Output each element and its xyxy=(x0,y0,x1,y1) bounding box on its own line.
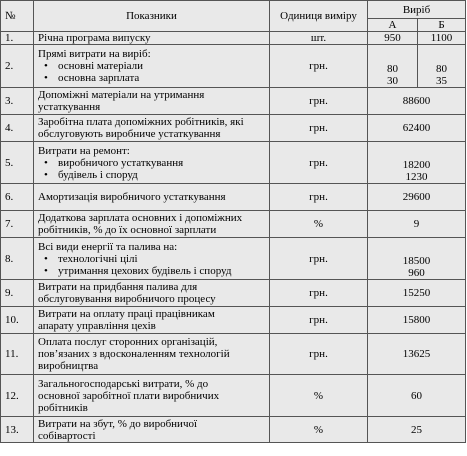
indicator-text: Оплата послуг сторонних організацій, xyxy=(38,336,218,348)
row-number: 7. xyxy=(1,211,34,238)
row-number: 4. xyxy=(1,115,34,142)
unit-cell: % xyxy=(270,417,368,443)
indicator-cell xyxy=(34,280,270,307)
bullet-icon: • xyxy=(44,168,48,181)
unit-cell: грн. xyxy=(270,45,368,88)
value-cell: 88600 xyxy=(368,88,466,115)
bullet-text: утримання цехових будівель і споруд xyxy=(58,264,232,277)
table-row xyxy=(1,375,466,417)
value-cell xyxy=(368,238,466,280)
indicator-cell xyxy=(34,211,270,238)
indicator-text: Річна програма випуску xyxy=(38,32,151,44)
row-number: 9. xyxy=(1,280,34,307)
indicator-text: Прямі витрати на виріб: xyxy=(38,48,151,60)
bullet-icon: • xyxy=(44,156,48,169)
indicator-text: Витрати на оплату праці працівникам xyxy=(38,308,215,320)
indicator-bullet-item xyxy=(38,157,265,169)
indicator-text: Витрати на придбання палива для xyxy=(38,281,198,293)
indicator-bullet-item xyxy=(38,60,265,72)
header-unit: Одиниця виміру xyxy=(270,1,368,32)
bullet-icon: • xyxy=(44,72,48,84)
indicator-cell xyxy=(34,32,270,45)
bullet-icon: • xyxy=(44,60,48,72)
row-number: 11. xyxy=(1,334,34,375)
row-number: 1. xyxy=(1,32,34,45)
value-cell: 15250 xyxy=(368,280,466,307)
indicator-bullet-list xyxy=(38,60,265,84)
unit-cell: % xyxy=(270,375,368,417)
header-number: № xyxy=(1,1,34,32)
table-row xyxy=(1,417,466,443)
indicator-cell xyxy=(34,88,270,115)
indicator-text: апарату управління цехів xyxy=(38,320,156,332)
indicator-text: робітників, % до їх основної зарплати xyxy=(38,224,217,236)
indicator-cell xyxy=(34,238,270,280)
table-row xyxy=(1,334,466,375)
bullet-text: технологічні цілі xyxy=(58,252,138,265)
row-number: 5. xyxy=(1,142,34,184)
indicator-bullet-item xyxy=(38,72,265,84)
row-number: 2. xyxy=(1,45,34,88)
unit-cell: % xyxy=(270,211,368,238)
indicator-text: Всі види енергії та палива на: xyxy=(38,240,178,253)
value-b-item: 80 xyxy=(436,63,447,75)
table-row xyxy=(1,238,466,280)
indicator-cell xyxy=(34,375,270,417)
indicator-text: собівартості xyxy=(38,429,96,442)
table-row xyxy=(1,88,466,115)
value-b-item: 35 xyxy=(436,75,447,87)
table-row xyxy=(1,142,466,184)
table-row xyxy=(1,45,466,88)
unit-cell: грн. xyxy=(270,307,368,334)
unit-cell: грн. xyxy=(270,115,368,142)
bullet-icon: • xyxy=(44,264,48,277)
value-a-item: 80 xyxy=(387,63,398,75)
indicator-text: пов’язаних з вдосконаленням технологій xyxy=(38,348,230,360)
value-cell: 15800 xyxy=(368,307,466,334)
value-b xyxy=(418,45,466,88)
value-a: 950 xyxy=(368,32,418,45)
table-row xyxy=(1,211,466,238)
value-a xyxy=(368,45,418,88)
indicator-text: робітників xyxy=(38,401,88,414)
row-number: 6. xyxy=(1,184,34,211)
header-indicators: Показники xyxy=(34,1,270,32)
indicator-text: Заробітна плата допоміжних робітників, які xyxy=(38,116,244,128)
row-number: 13. xyxy=(1,417,34,443)
unit-cell: грн. xyxy=(270,184,368,211)
table-row xyxy=(1,32,466,45)
unit-cell: грн. xyxy=(270,238,368,280)
row-number: 3. xyxy=(1,88,34,115)
indicator-text: обслуговують виробниче устаткування xyxy=(38,128,221,140)
indicator-cell xyxy=(34,115,270,142)
value-cell: 60 xyxy=(368,375,466,417)
indicator-text: виробництва xyxy=(38,360,99,372)
indicator-cell xyxy=(34,417,270,443)
indicator-bullet-item xyxy=(38,253,265,265)
bullet-icon: • xyxy=(44,252,48,265)
indicator-text: Допоміжні матеріали на утримання xyxy=(38,89,205,101)
indicator-text: Додаткова зарплата основних і допоміжних xyxy=(38,212,243,224)
table-row xyxy=(1,115,466,142)
indicator-text: обслуговування виробничого процесу xyxy=(38,293,216,305)
row-number: 10. xyxy=(1,307,34,334)
bullet-text: основні матеріали xyxy=(58,60,144,72)
unit-cell: грн. xyxy=(270,88,368,115)
header-col-a: А xyxy=(368,19,418,32)
table-body xyxy=(1,32,466,443)
indicator-cell xyxy=(34,334,270,375)
indicator-text: устаткування xyxy=(38,101,101,113)
value-cell: 13625 xyxy=(368,334,466,375)
unit-cell: шт. xyxy=(270,32,368,45)
unit-cell: грн. xyxy=(270,280,368,307)
table-row xyxy=(1,280,466,307)
indicator-text: Загальногосподарські витрати, % до xyxy=(38,377,209,390)
value-cell: 9 xyxy=(368,211,466,238)
row-number: 8. xyxy=(1,238,34,280)
value-cell: 25 xyxy=(368,417,466,443)
value-item: 960 xyxy=(408,267,425,279)
value-item: 18200 xyxy=(402,159,431,171)
value-b: 1100 xyxy=(418,32,466,45)
indicator-text: Амортизація виробничого устаткування xyxy=(38,191,226,203)
header-product: Виріб xyxy=(368,1,466,19)
table-header xyxy=(1,1,466,32)
value-cell: 62400 xyxy=(368,115,466,142)
bullet-text: будівель і споруд xyxy=(58,168,138,181)
table-row xyxy=(1,307,466,334)
header-col-b: Б xyxy=(418,19,466,32)
value-item: 18500 xyxy=(402,255,431,267)
bullet-text: основна зарплата xyxy=(58,72,140,84)
row-number: 12. xyxy=(1,375,34,417)
indicator-bullet-list xyxy=(38,157,265,181)
indicator-cell xyxy=(34,184,270,211)
value-item: 1230 xyxy=(405,171,428,183)
table-row xyxy=(1,184,466,211)
value-cell xyxy=(368,142,466,184)
indicator-bullet-item xyxy=(38,265,265,277)
value-a-item: 30 xyxy=(387,75,398,87)
unit-cell: грн. xyxy=(270,142,368,184)
indicator-text: Витрати на ремонт: xyxy=(38,144,130,157)
indicator-cell xyxy=(34,142,270,184)
indicator-text: основної заробітної плати виробничих xyxy=(38,389,220,402)
bullet-text: виробничого устаткування xyxy=(58,156,184,169)
value-cell: 29600 xyxy=(368,184,466,211)
indicator-cell xyxy=(34,307,270,334)
indicator-bullet-item xyxy=(38,169,265,181)
indicator-text: Витрати на збут, % до виробничої xyxy=(38,417,198,430)
indicator-cell xyxy=(34,45,270,88)
indicator-bullet-list xyxy=(38,253,265,277)
unit-cell: грн. xyxy=(270,334,368,375)
